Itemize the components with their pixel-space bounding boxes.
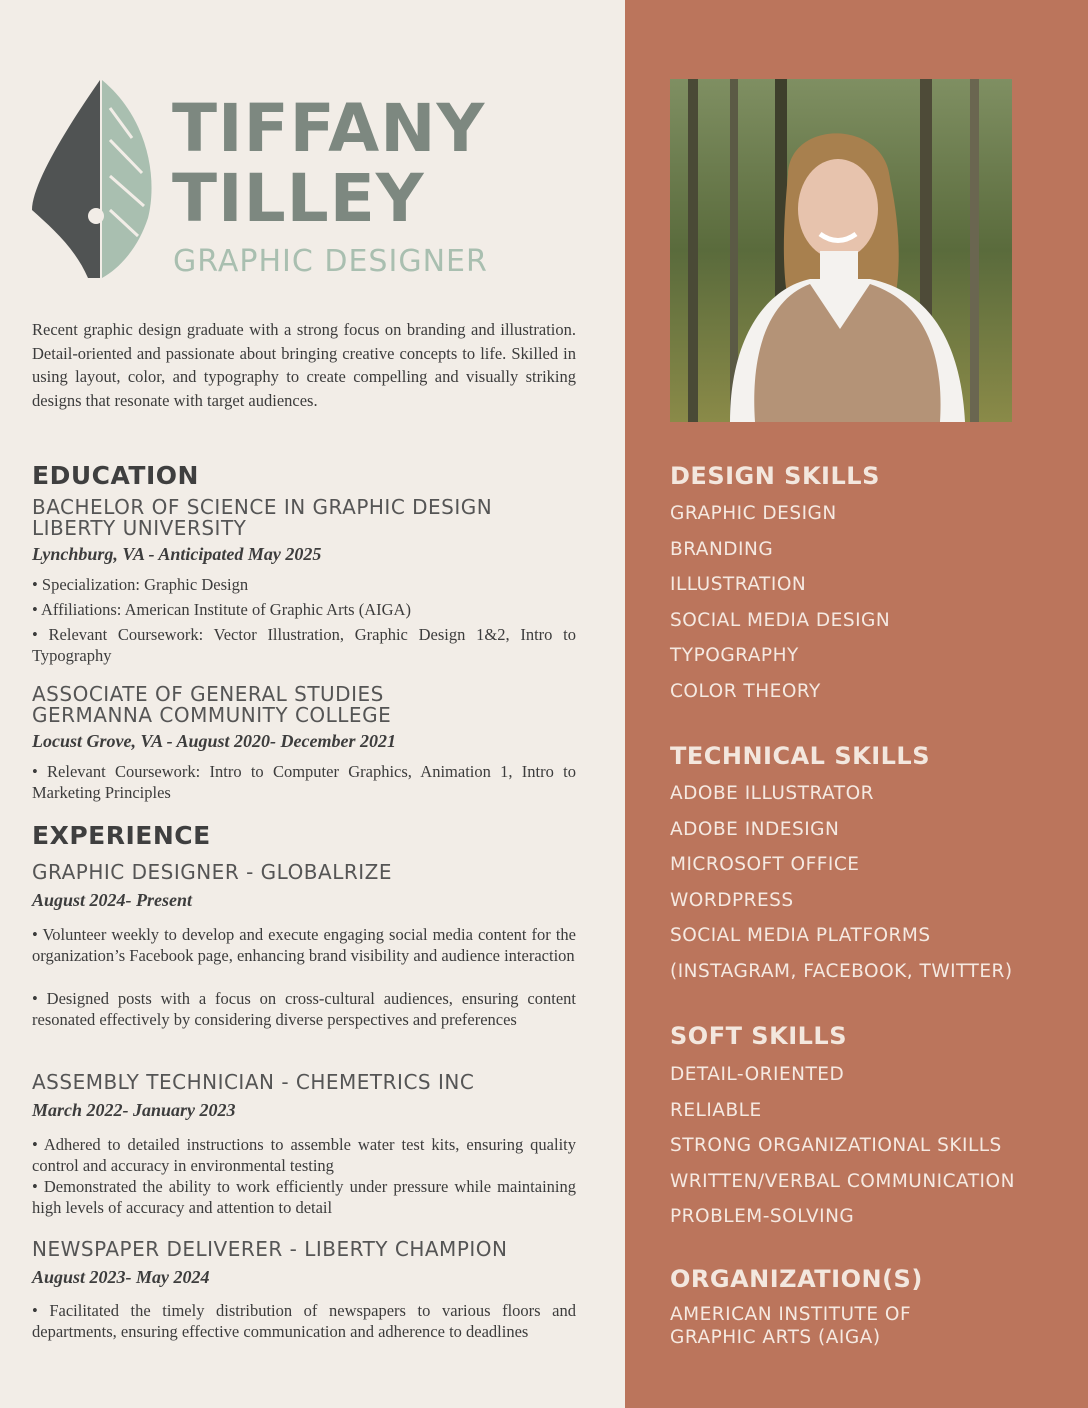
experience-role-3: NEWSPAPER DELIVERER - LIBERTY CHAMPION: [32, 1237, 508, 1261]
skill-item: GRAPHIC DESIGN: [670, 503, 837, 524]
experience-bullet: • Adhered to detailed instructions to assemble water test kits, ensuring quality control and accuracy in environmental testing: [32, 1135, 576, 1175]
skill-item: COLOR THEORY: [670, 680, 821, 702]
skill-item: WORDPRESS: [670, 889, 794, 911]
education-school-1: LIBERTY UNIVERSITY: [32, 516, 247, 540]
pen-nib-leaf-logo-icon: [30, 78, 160, 280]
skill-item: SOCIAL MEDIA DESIGN: [670, 609, 891, 631]
design-skills-heading: DESIGN SKILLS: [670, 462, 880, 490]
organization-line: AMERICAN INSTITUTE OF: [670, 1304, 912, 1325]
skill-item: MICROSOFT OFFICE: [670, 854, 860, 876]
soft-skills-list: [670, 1063, 1015, 1241]
experience-bullet: • Demonstrated the ability to work efficiently under pressure while maintaining high levels of accuracy and attention to detail: [32, 1177, 576, 1217]
experience-meta-2: March 2022- January 2023: [32, 1100, 236, 1120]
education-degree-1: BACHELOR OF SCIENCE IN GRAPHIC DESIGN: [32, 495, 493, 519]
experience-heading: EXPERIENCE: [32, 821, 211, 850]
organization-line: GRAPHIC ARTS (AIGA): [670, 1327, 881, 1348]
skill-item: ADOBE INDESIGN: [670, 818, 840, 840]
skill-item: STRONG ORGANIZATIONAL SKILLS: [670, 1135, 1002, 1157]
design-skills-list: [670, 502, 890, 716]
portrait-photo-icon: [670, 79, 1012, 422]
skill-item: DETAIL-ORIENTED: [670, 1064, 845, 1085]
organization-entry: [670, 1303, 911, 1349]
last-name: TILLEY: [172, 160, 425, 237]
education-meta-1: Lynchburg, VA - Anticipated May 2025: [32, 544, 322, 564]
soft-skills-heading: SOFT SKILLS: [670, 1022, 847, 1050]
education-degree-2: ASSOCIATE OF GENERAL STUDIES: [32, 682, 384, 706]
job-title: GRAPHIC DESIGNER: [173, 244, 488, 279]
experience-role-1: GRAPHIC DESIGNER - GLOBALRIZE: [32, 860, 392, 884]
education-bullet: • Relevant Coursework: Vector Illustration, Graphic Design 1&2, Intro to Typography: [32, 625, 576, 665]
skill-item: ILLUSTRATION: [670, 574, 807, 596]
skill-item: RELIABLE: [670, 1099, 762, 1121]
education-heading: EDUCATION: [32, 461, 199, 490]
education-meta-2: Locust Grove, VA - August 2020- December 2021: [32, 731, 396, 751]
technical-skills-list: [670, 782, 1013, 996]
skill-item: PROBLEM-SOLVING: [670, 1206, 855, 1228]
experience-bullet: • Designed posts with a focus on cross-cultural audiences, ensuring content resonated effectively by considering diverse perspectives and preferences: [32, 989, 576, 1029]
experience-meta-3: August 2023- May 2024: [32, 1267, 210, 1287]
education-bullet: • Specialization: Graphic Design: [32, 575, 249, 594]
education-school-2: GERMANNA COMMUNITY COLLEGE: [32, 703, 392, 727]
education-bullet: • Relevant Coursework: Intro to Computer Graphics, Animation 1, Intro to Marketing Principles: [32, 762, 576, 802]
skill-item: SOCIAL MEDIA PLATFORMS: [670, 925, 931, 947]
first-name: TIFFANY: [172, 90, 486, 167]
skill-item: BRANDING: [670, 538, 774, 560]
education-bullet: • Affiliations: American Institute of Graphic Arts (AIGA): [32, 600, 411, 619]
experience-bullet: • Facilitated the timely distribution of newspapers to various floors and departments, ensuring effective communication and adherence to deadlines: [32, 1301, 576, 1341]
skill-item: WRITTEN/VERBAL COMMUNICATION: [670, 1170, 1015, 1192]
experience-role-2: ASSEMBLY TECHNICIAN - CHEMETRICS INC: [32, 1070, 475, 1094]
experience-bullet: • Volunteer weekly to develop and execute engaging social media content for the organization’s Facebook page, enhancing brand visibility and audience interaction: [32, 925, 576, 965]
experience-meta-1: August 2024- Present: [32, 890, 193, 910]
skill-item: TYPOGRAPHY: [670, 645, 799, 667]
technical-skills-heading: TECHNICAL SKILLS: [670, 742, 930, 770]
organizations-heading: ORGANIZATION(S): [670, 1265, 923, 1293]
skill-item: (INSTAGRAM, FACEBOOK, TWITTER): [670, 960, 1013, 982]
summary-paragraph: Recent graphic design graduate with a strong focus on branding and illustration. Detail-oriented and passionate about bringing creative concepts to life. Skilled in using layout, color, and typography to create compelling and visually striking designs that resonate with target audiences.: [32, 320, 576, 410]
skill-item: ADOBE ILLUSTRATOR: [670, 783, 874, 804]
